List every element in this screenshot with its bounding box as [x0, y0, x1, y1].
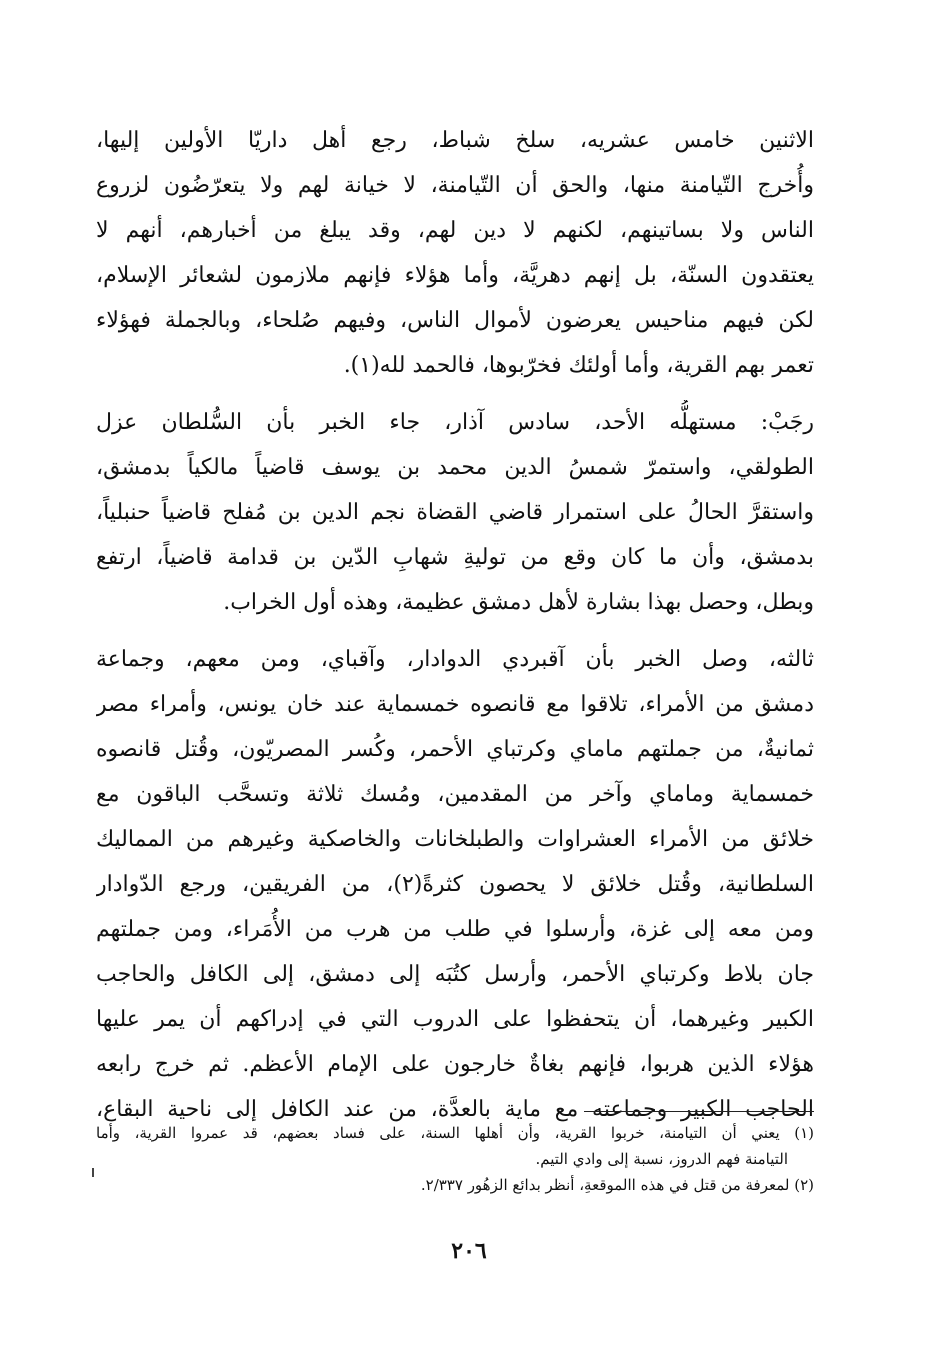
paragraph-3: [96, 637, 814, 1132]
footnote-2: (٢) لمعرفة من قتل في هذه االموقعةِ، أنظر بدائع الزهُور ٢/٣٣٧.: [420, 1176, 814, 1194]
main-text: [96, 118, 814, 1132]
text-line: الناس ولا بساتينهم، لكنهم لا دين لهم، وقد يبلغ من أخبارهم، أنهم لا: [96, 218, 814, 243]
footnote-1-line-2: التيامنة فهم الدروز، نسبة إلى وادي التيم.: [535, 1150, 788, 1168]
page-number: ٢٠٦: [451, 1238, 487, 1264]
text-line: رجَبْ: مستهلُّه الأحد، سادس آذار، جاء الخبر بأن السُّلطان عزل: [96, 410, 814, 435]
text-line: هؤلاء الذين هربوا، فإنهم بغاةٌ خارجون على الإمام الأعظم. ثم خرج رابعه: [96, 1052, 814, 1077]
paragraph-2: [96, 400, 814, 625]
text-line: السلطانية، وقُتل خلائق لا يحصون كثرةً(٢)، من الفريقين، ورجع الدّوادار: [96, 872, 814, 897]
text-line: جان بلاط وكرتباي الأحمر، وأرسل كتُبَه إلى دمشق، إلى الكافل والحاجب: [96, 962, 814, 987]
footnote-separator: [584, 1111, 814, 1112]
text-line: ثالثه، وصل الخبر بأن آقبردي الدوادار، وآقباي، ومن معهم، وجماعة: [96, 647, 814, 672]
text-line: وبطل، وحصل بهذا بشارة لأهل دمشق عظيمة، وهذه أول الخراب.: [223, 590, 814, 615]
scan-mark: [92, 1168, 94, 1177]
footnotes: [96, 1120, 814, 1198]
footnote-1-line-1: (١) يعني أن التيامنة، خربوا القرية، وأن أهلها السنة، على فساد بعضهم، قد عمروا القرية، وأما: [96, 1124, 814, 1142]
text-line: الاثنين خامس عشريه، سلخ شباط، رجع أهل داريّا الأولين إليها،: [96, 128, 814, 153]
text-line: تعمر بهم القرية، وأما أولئك فخرّبوها، فالحمد لله(١).: [343, 353, 814, 378]
text-line: الطولقي، واستمرّ شمسُ الدين محمد بن يوسف قاضياً مالكياً بدمشق،: [96, 455, 814, 480]
text-line: لكن فيهم مناحيس يعرضون لأموال الناس، وفيهم صُلحاء، وبالجملة فهؤلاء: [96, 308, 814, 333]
text-line: دمشق من الأمراء، تلاقوا مع قانصوه خمسماية عند خان يونس، وأمراء مصر: [96, 692, 814, 717]
paragraph-gap: [96, 625, 814, 637]
text-line: الكبير وغيرهما، أن يتحفظوا على الدروب التي في إدراكهم أن يمر عليها: [96, 1007, 814, 1032]
text-line: واستقرَّ الحالُ على استمرار قاضي القضاة نجم الدين بن مُفلح قاضياً حنبلياً،: [96, 500, 814, 525]
paragraph-gap: [96, 388, 814, 400]
text-line: وأُخرج التّيامنة منها، والحق أن التّيامنة، لا خيانة لهم ولا يتعرّضُون لزروع: [96, 173, 814, 198]
text-line: الحاجب الكبير وجماعته مع ماية بالعدَّة، من عند الكافل إلى ناحية البقاع،: [96, 1097, 814, 1122]
text-line: خلائق من الأمراء العشراوات والطبلخانات والخاصكية وغيرهم من المماليك: [96, 827, 814, 852]
paragraph-1: [96, 118, 814, 388]
text-line: ثمانيةٌ، من جملتهم ماماي وكرتباي الأحمر، وكُسر المصريّون، وقُتل قانصوه: [96, 737, 814, 762]
text-line: خمسماية وماماي وآخر من المقدمين، ومُسك ثلاثة وتسحَّب الباقون مع: [96, 782, 814, 807]
text-line: بدمشق، وأن ما كان وقع من توليةِ شهابِ الدّين بن قدامة قاضياً، ارتفع: [96, 545, 814, 570]
text-line: يعتقدون السنّة، بل إنهم دهريَّة، وأما هؤلاء فإنهم ملازمون لشعائر الإسلام،: [96, 263, 814, 288]
text-line: ومن معه إلى غزة، وأرسلوا في طلب من هرب من الأُمَراء، ومن جملتهم: [96, 917, 814, 942]
